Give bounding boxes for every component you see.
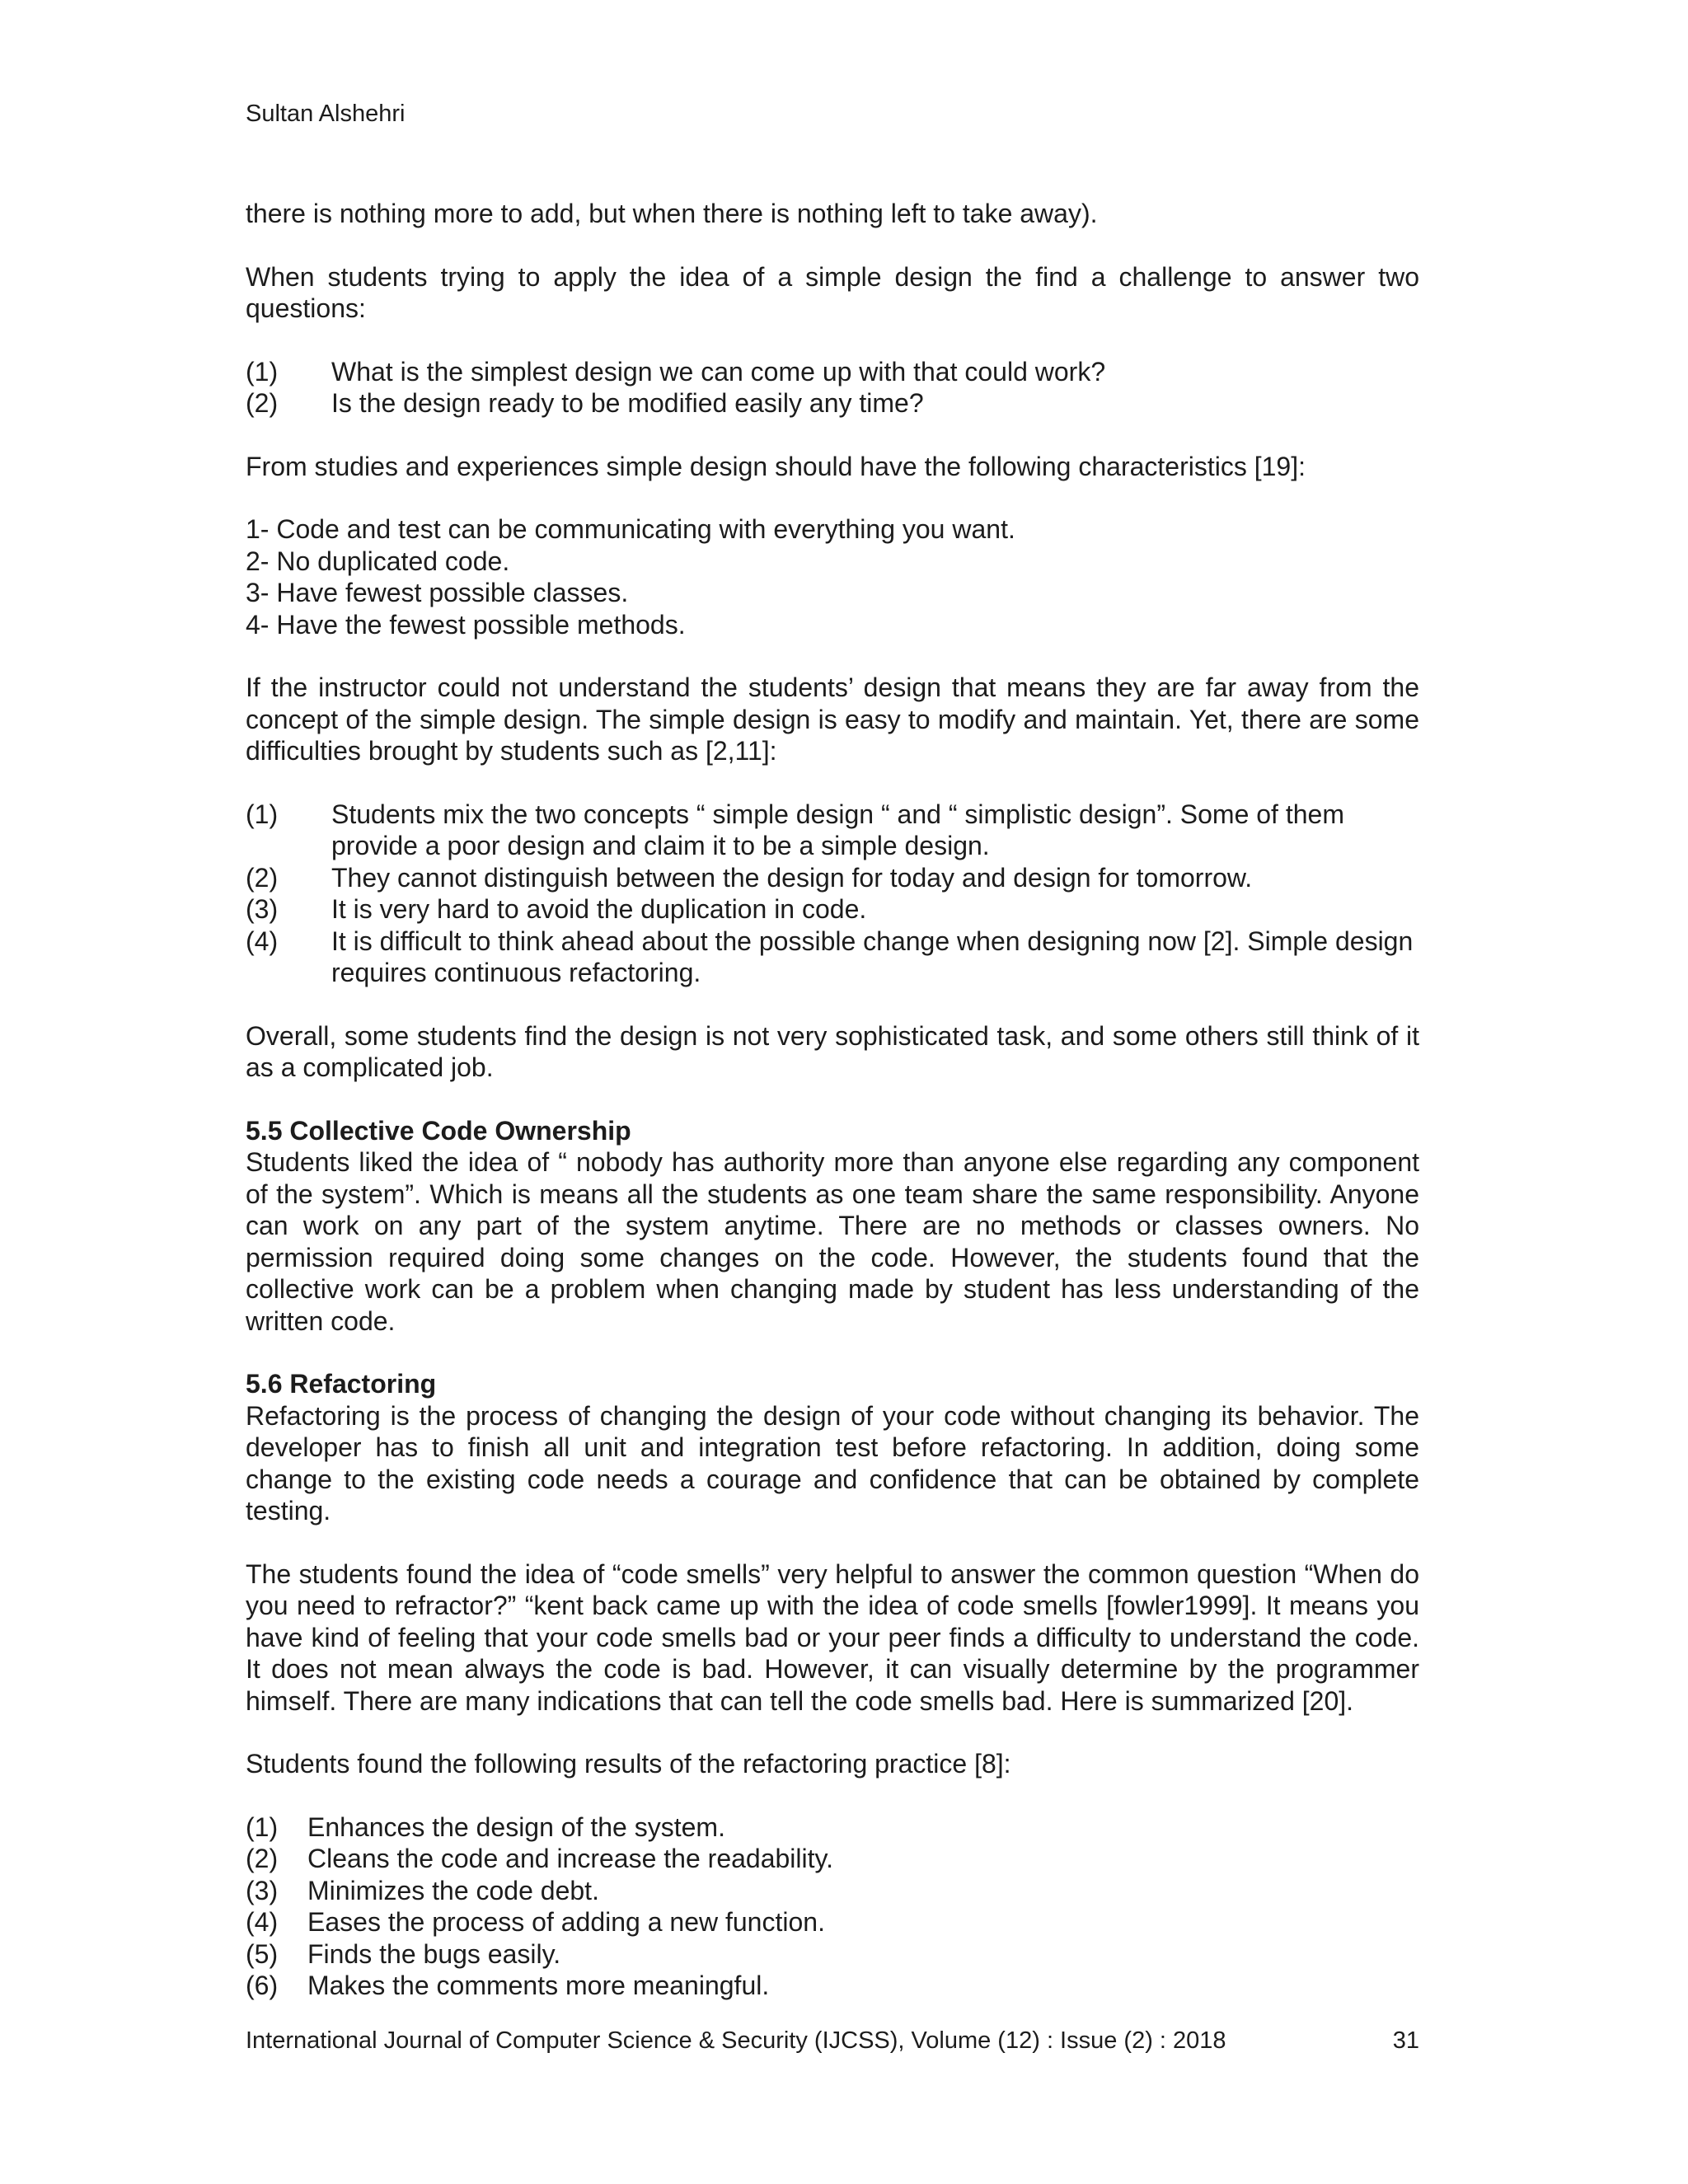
questions-list (246, 356, 1419, 419)
list-item-number: (1) (246, 356, 279, 387)
list-item (246, 1843, 1419, 1875)
list-item-text: It is difficult to think ahead about the possible change when designing now [2]. Simple design requires continuous refactoring. (331, 926, 1414, 987)
list-item-number: (4) (246, 1907, 279, 1937)
list-item: 4- Have the fewest possible methods. (246, 609, 686, 640)
list-item-text: Is the design ready to be modified easily any time? (331, 388, 924, 418)
list-item-text: Eases the process of adding a new function. (307, 1907, 825, 1937)
list-item-number: (2) (246, 862, 279, 893)
list-item-text: Students mix the two concepts “ simple design “ and “ simplistic design”. Some of them provide a poor design and claim it to be a simple design. (331, 799, 1344, 860)
page-footer (246, 2026, 1419, 2055)
list-item-text: Finds the bugs easily. (307, 1938, 561, 1969)
list-item-number: (1) (246, 1811, 279, 1842)
list-item-text: What is the simplest design we can come up with that could work? (331, 356, 1106, 387)
main-content (246, 198, 1419, 2033)
list-item-number: (1) (246, 799, 279, 829)
list-item (246, 1875, 1419, 1907)
list-item-text: Cleans the code and increase the readability. (307, 1844, 834, 1873)
paragraph-5: Overall, some students find the design is not very sophisticated task, and some others still think of it as a complicated job. (246, 1020, 1419, 1082)
list-item-text: It is very hard to avoid the duplication in code. (331, 894, 867, 924)
list-item: 3- Have fewest possible classes. (246, 578, 629, 607)
list-item-number: (5) (246, 1938, 279, 1969)
paragraph-1: there is nothing more to add, but when there is nothing left to take away). (246, 199, 1098, 228)
section-5-6-text: Refactoring is the process of changing the design of your code without changing its behavior. The developer has to finish all unit and integration test before refactoring. In addition, doing some change to the existing code needs a courage and confidence that can be obtained by complete testing. (246, 1400, 1419, 1526)
running-header-author: Sultan Alshehri (246, 101, 406, 127)
paragraph-2: When students trying to apply the idea of a simple design the find a challenge to answer two questions: (246, 261, 1419, 323)
list-item-number: (3) (246, 1875, 279, 1905)
difficulties-list (246, 799, 1419, 989)
list-item-text: Makes the comments more meaningful. (307, 1971, 770, 2000)
section-5-5-text: Students liked the idea of “ nobody has authority more than anyone else regarding any component of the system”. Which is means all the students as one team share the same responsibility. Anyone can work on any part of the system anytime. There are no methods or classes owners. No permission required doing some changes on the code. However, the students found that the collective work can be a problem when changing made by student has less understanding of the written code. (246, 1147, 1419, 1336)
list-item (246, 1811, 1419, 1844)
characteristics-list (246, 513, 1419, 640)
list-item-number: (2) (246, 388, 279, 418)
list-item: 2- No duplicated code. (246, 546, 510, 576)
list-item-number: (4) (246, 926, 279, 956)
list-item (246, 1938, 1419, 1971)
list-item-text: Enhances the design of the system. (307, 1811, 725, 1842)
section-heading-5-6: 5.6 Refactoring (246, 1369, 437, 1399)
page-number: 31 (1392, 2027, 1419, 2054)
list-item-text: They cannot distinguish between the design for today and design for tomorrow. (331, 862, 1253, 893)
list-item-number: (6) (246, 1971, 279, 2000)
list-item (246, 862, 1419, 894)
results-list (246, 1811, 1419, 2002)
journal-citation: International Journal of Computer Science & Security (IJCSS), Volume (12) : Issue (2) : 2018 (246, 2027, 1226, 2054)
list-item (246, 926, 1419, 989)
list-item-number: (3) (246, 894, 279, 924)
list-item-number: (2) (246, 1844, 279, 1873)
list-item (246, 356, 1419, 388)
list-item (246, 799, 1419, 862)
paragraph-4: If the instructor could not understand the students’ design that means they are far away from the concept of the simple design. The simple design is easy to modify and maintain. Yet, there are some difficulties brought by students such as [2,11]: (246, 673, 1419, 766)
list-item (246, 893, 1419, 926)
list-item: 1- Code and test can be communicating with everything you want. (246, 514, 1015, 544)
section-heading-5-5: 5.5 Collective Code Ownership (246, 1115, 631, 1146)
list-item (246, 387, 1419, 419)
list-item (246, 1970, 1419, 2002)
list-item-text: Minimizes the code debt. (307, 1875, 599, 1905)
paragraph-7: Students found the following results of the refactoring practice [8]: (246, 1749, 1011, 1779)
list-item (246, 1906, 1419, 1938)
paragraph-3: From studies and experiences simple design should have the following characteristics [19]: (246, 451, 1306, 481)
paragraph-6: The students found the idea of “code smells” very helpful to answer the common question “When do you need to refractor?” “kent back came up with the idea of code smells [fowler1999]. It means you have kind of feeling that your code smells bad or your peer finds a difficulty to understand the code. It does not mean always the code is bad. However, it can visually determine by the programmer himself. There are many indications that can tell the code smells bad. Here is summarized [20]. (246, 1558, 1419, 1716)
